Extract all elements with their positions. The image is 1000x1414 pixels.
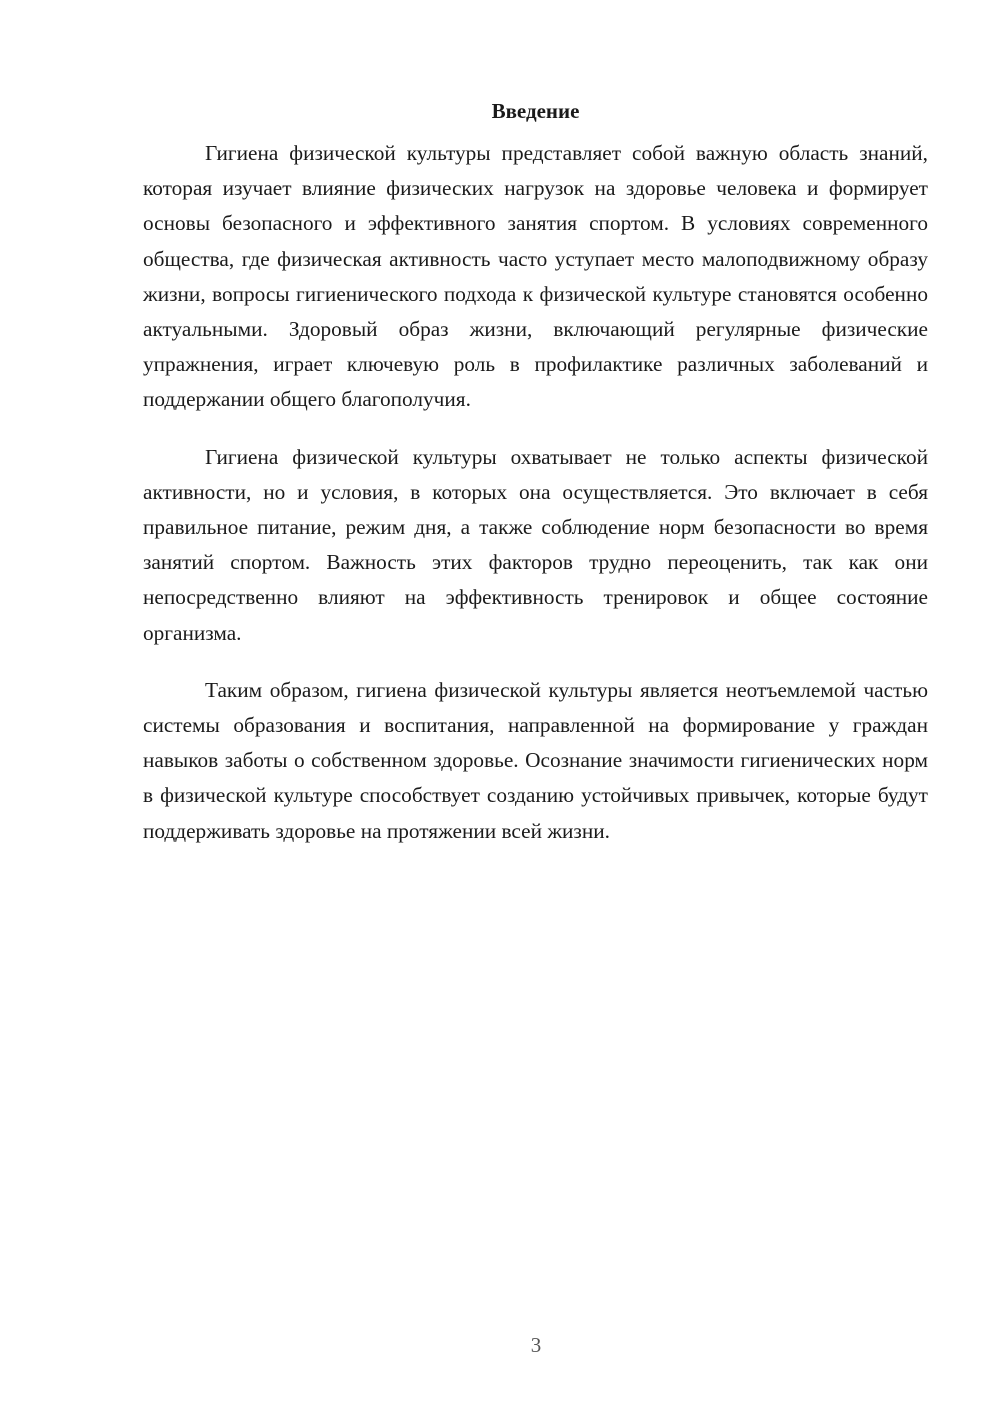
page-content [143, 96, 928, 871]
paragraph-3: Таким образом, гигиена физической культуры является неотъемлемой частью системы образования и воспитания, направленной на формирование у граждан навыков заботы о собственном здоровье. Осознание значимости гигиенических норм в физической культуре способствует созданию устойчивых привычек, которые будут поддерживать здоровье на протяжении всей жизни. [143, 677, 928, 843]
page-number: 3 [530, 1333, 542, 1357]
paragraph-1: Гигиена физической культуры представляет собой важную область знаний, которая изучает влияние физических нагрузок на здоровье человека и формирует основы безопасного и эффективного занятия спортом. В условиях современного общества, где физическая активность часто уступает место малоподвижному образу жизни, вопросы гигиенического подхода к физической культуре становятся особенно актуальными. Здоровый образ жизни, включающий регулярные физические упражнения, играет ключевую роль в профилактике различных заболеваний и поддержании общего благополучия. [143, 141, 928, 412]
page-title: Введение [491, 99, 580, 123]
paragraph-2: Гигиена физической культуры охватывает не только аспекты физической активности, но и условия, в которых она осуществляется. Это включает в себя правильное питание, режим дня, а также соблюдение норм безопасности во время занятий спортом. Важность этих факторов трудно переоценить, так как они непосредственно влияют на эффективность тренировок и общее состояние организма. [143, 444, 928, 645]
